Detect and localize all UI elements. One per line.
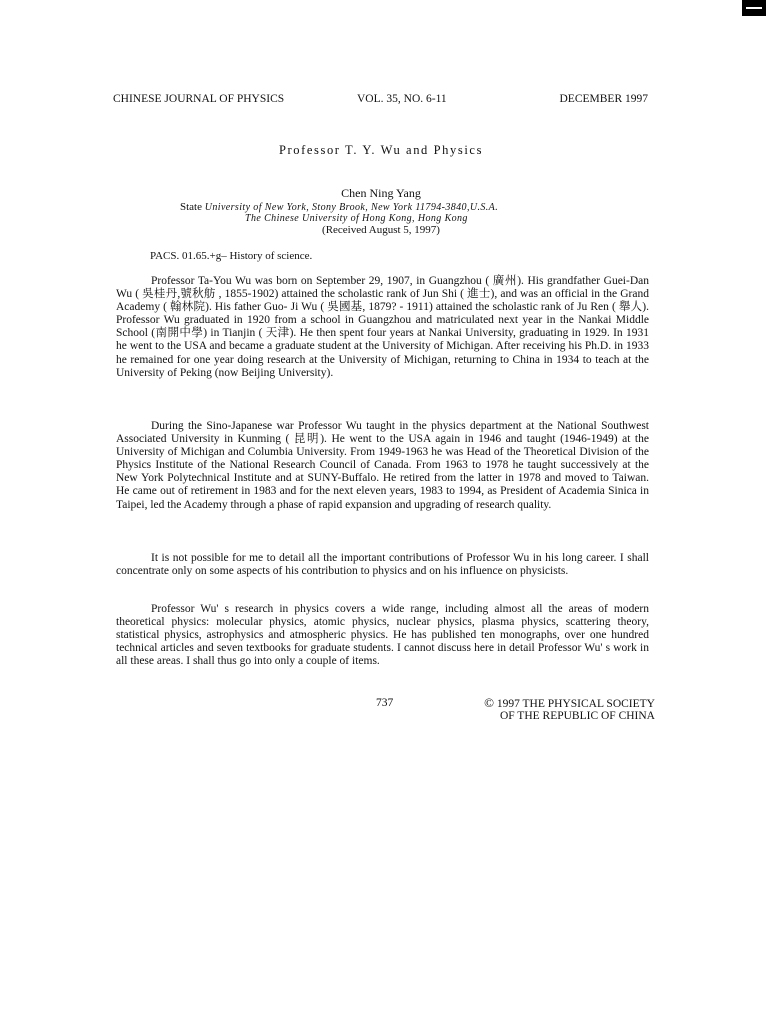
paragraph-4 [116, 603, 649, 668]
running-header [113, 93, 648, 109]
affiliation-1-prefix: State [180, 201, 202, 213]
page-number: 737 [376, 697, 394, 709]
copyright-icon: © [484, 695, 494, 710]
paragraph-text: During the Sino-Japanese war Professor Wu taught in the physics department at the National Southwest Associated University in Kunming ( 昆明). He went to the USA again in 1946 and taught (1946-1949) at the University of Michigan and Columbia University. From 1949-1963 he was Head of the Theoretical Division of the Physics Institute of the National Research Council of Canada. From 1963 to 1978 he taught successively at the New York Polytechnical Institute and at SUNY-Buffalo. He retired from the latter in 1978 and moved to Taiwan. He came out of retirement in 1983 and for the next eleven years, 1983 to 1994, as President of Academia Sinica in Taipei, led the Academy through a phase of rapid expansion and upgrading of research quality. [116, 420, 649, 511]
paragraph-3 [116, 552, 649, 578]
paragraph-2 [116, 420, 649, 512]
copyright-line-1: 1997 THE PHYSICAL SOCIETY [496, 698, 655, 710]
author-name: Chen Ning Yang [341, 186, 421, 200]
received-date: (Received August 5, 1997) [322, 224, 440, 236]
paragraph-text: Professor Ta-You Wu was born on September 29, 1907, in Guangzhou ( 廣州). His grandfather Guei-Dan Wu ( 吳桂丹,號秋舫 , 1855-1902) attained the scholastic rank of Jun Shi ( 進士), and was an official in the Grand Academy ( 翰林院). His father Guo- Ji Wu ( 吳國基, 1879? - 1911) attained the scholastic rank of Ju Ren ( 舉人). Professor Wu graduated in 1920 from a school in Guangzhou and matriculated next year in the Nankai Middle School (南開中學) in Tianjin ( 天津). He then spent four years at Nankai University, graduating in 1929. In 1931 he went to the USA and became a graduate student at the University of Michigan. After receiving his Ph.D. in 1933 he remained for one year doing research at the University of Michigan, returning to China in 1934 to teach at the University of Peking (now Beijing University). [116, 275, 649, 379]
affiliation-2 [245, 212, 665, 224]
affiliation-1-text: University of New York, Stony Brook, New York 11794-3840,U.S.A. [204, 202, 499, 213]
journal-name: CHINESE JOURNAL OF PHYSICS [113, 93, 285, 105]
paragraph-text: It is not possible for me to detail all the important contributions of Professor Wu in his long career. I shall concentrate only on some aspects of his contribution to physics and on his influence on physicists. [116, 552, 649, 578]
article-title: Professor T. Y. Wu and Physics [278, 143, 484, 157]
pacs-classification: PACS. 01.65.+g– History of science. [150, 250, 313, 262]
paragraph-1 [116, 275, 649, 380]
affiliation-2-text: The Chinese University of Hong Kong, Hong Kong [245, 213, 468, 224]
issue-date: DECEMBER 1997 [559, 93, 648, 105]
copyright-notice [484, 697, 655, 722]
paragraph-text: Professor Wu' s research in physics covers a wide range, including almost all the areas of modern theoretical physics: molecular physics, atomic physics, nuclear physics, plasma physics, scattering theory, statistical physics, astrophysics and atmospheric physics. He has published ten monographs, over one hundred technical articles and seven textbooks for graduate students. I cannot discuss here in detail Professor Wu' s work in all these areas. I shall thus go into only a couple of items. [116, 603, 649, 668]
copyright-line-2: OF THE REPUBLIC OF CHINA [499, 710, 655, 722]
scan-corner-mark [742, 0, 766, 16]
volume-info: VOL. 35, NO. 6-11 [357, 93, 447, 105]
